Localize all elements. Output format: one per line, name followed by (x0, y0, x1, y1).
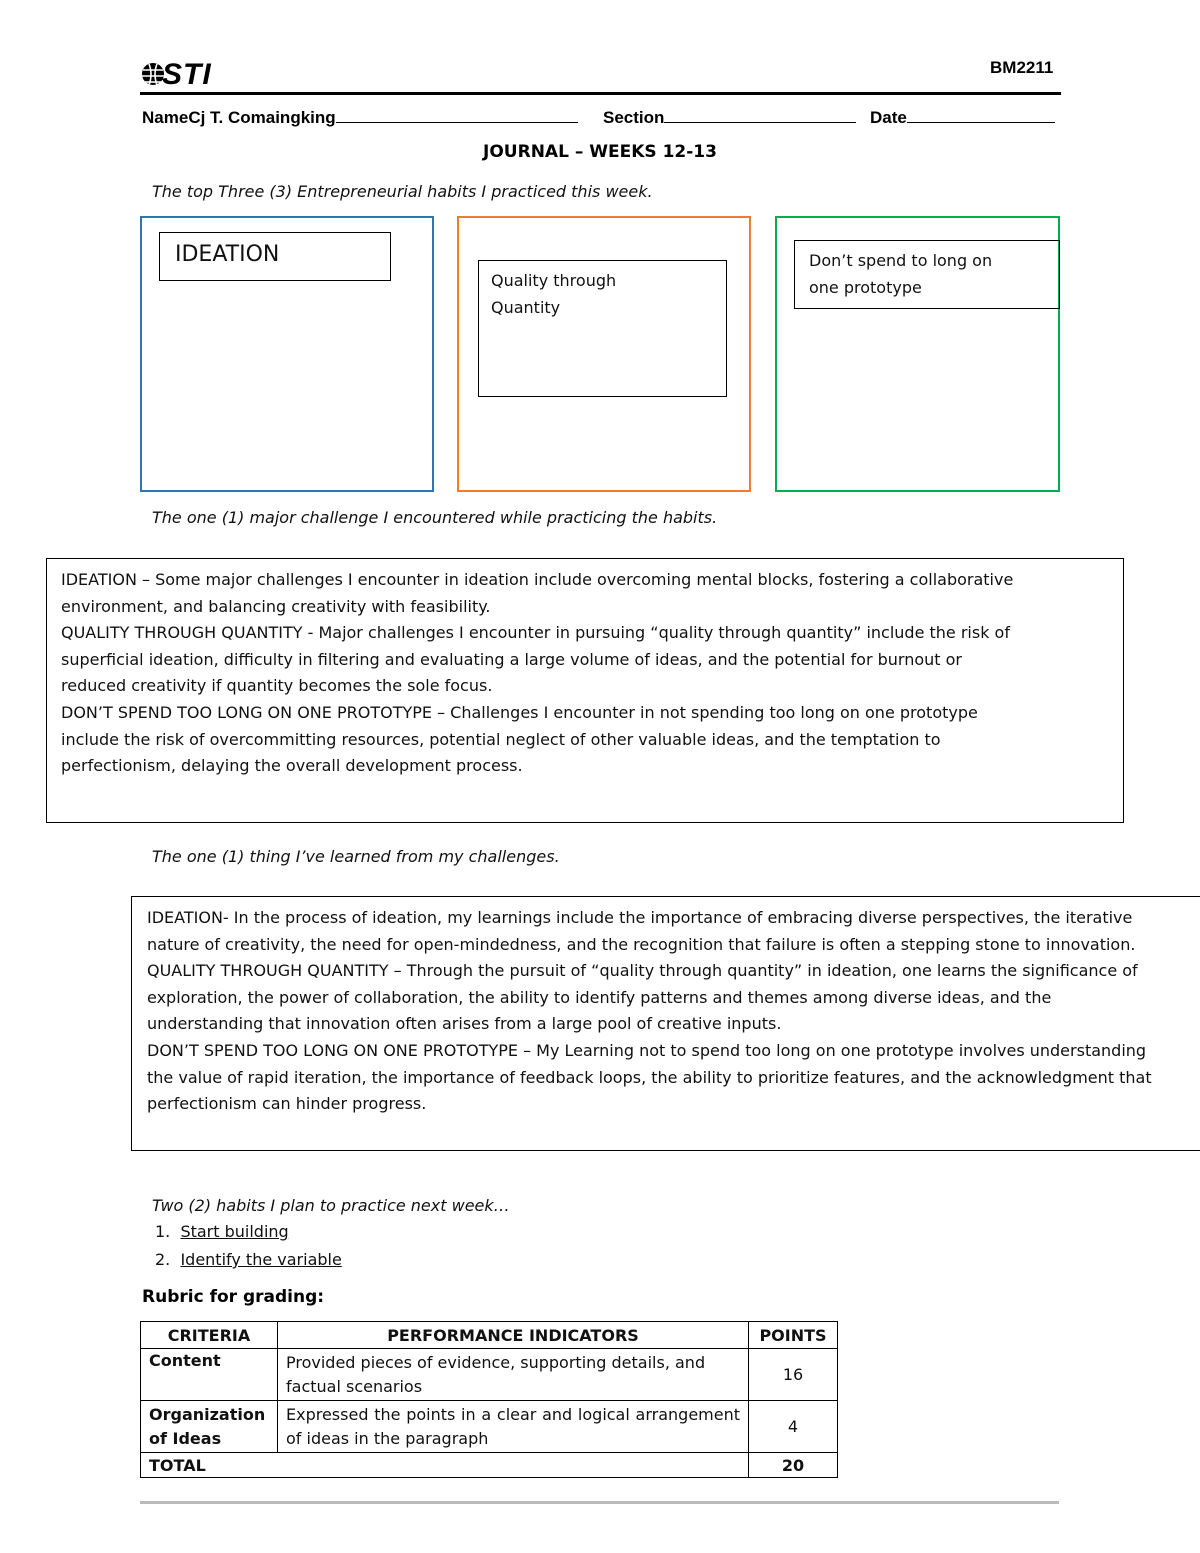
rubric-table (140, 1321, 838, 1478)
learning-line: nature of creativity, the need for open-mindedness, and the recognition that failure is often a stepping stone to innovation. (147, 934, 1136, 954)
learning-line: DON’T SPEND TOO LONG ON ONE PROTOTYPE – My Learning not to spend too long on one prototype involves understanding (147, 1040, 1147, 1060)
plan-prompt: Two (2) habits I plan to practice next week… (152, 1196, 510, 1215)
table-row (141, 1349, 838, 1401)
learning-line: IDEATION- In the process of ideation, my learnings include the importance of embracing diverse perspectives, the iterative (147, 908, 1133, 927)
challenge-line: QUALITY THROUGH QUANTITY - Major challenges I encounter in pursuing “quality through quantity” include the risk of (61, 623, 1010, 643)
date-row (870, 104, 1055, 128)
learning-prompt: The one (1) thing I’ve learned from my challenges. (152, 847, 560, 866)
challenge-line: DON’T SPEND TOO LONG ON ONE PROTOTYPE – Challenges I encounter in not spending too long on one prototype (61, 702, 978, 722)
plan-item-2-text: Identify the variable (180, 1250, 342, 1269)
course-code: BM2211 (990, 58, 1054, 77)
header-rule (140, 92, 1061, 95)
section-label: Section (603, 108, 665, 127)
learning-box[interactable] (131, 896, 1200, 1151)
rubric-header-points: POINTS (749, 1322, 838, 1349)
rubric-criteria: Organization of Ideas (141, 1401, 278, 1453)
challenge-line: superficial ideation, difficulty in filtering and evaluating a large volume of ideas, and the potential for burnout or (61, 649, 962, 669)
challenge-line: environment, and balancing creativity with feasibility. (61, 596, 491, 616)
challenge-line: IDEATION – Some major challenges I encounter in ideation include overcoming mental blocks, fostering a collaborative (61, 570, 1014, 589)
challenge-line: reduced creativity if quantity becomes the sole focus. (61, 676, 493, 696)
table-row (141, 1401, 838, 1453)
learning-line: perfectionism can hinder progress. (147, 1094, 427, 1114)
plan-item-2[interactable]: 2. Identify the variable (155, 1250, 342, 1269)
name-value[interactable]: Cj T. Comaingking (188, 108, 336, 127)
learning-line: QUALITY THROUGH QUANTITY – Through the pursuit of “quality through quantity” in ideation, one learns the significance of (147, 961, 1138, 981)
section-field[interactable] (664, 104, 856, 123)
habit-label-3[interactable]: Don’t spend to long on one prototype (794, 240, 1060, 309)
plan-item-1[interactable]: 1. Start building (155, 1222, 289, 1241)
habit-label-1[interactable]: IDEATION (159, 232, 391, 281)
date-label: Date (870, 108, 907, 127)
learning-line: the value of rapid iteration, the importance of feedback loops, the ability to prioritize features, and the acknowledgment that (147, 1067, 1152, 1087)
rubric-header-row (141, 1322, 838, 1349)
footer-rule (140, 1501, 1059, 1504)
challenge-prompt: The one (1) major challenge I encountered while practicing the habits. (152, 508, 718, 527)
rubric-total-points: 20 (749, 1453, 838, 1478)
rubric-total-row (141, 1453, 838, 1478)
name-row (142, 104, 578, 128)
habits-prompt: The top Three (3) Entrepreneurial habits I practiced this week. (152, 182, 653, 201)
rubric-title: Rubric for grading: (142, 1287, 325, 1307)
learning-line: exploration, the power of collaboration, the ability to identify patterns and themes among diverse ideas, and the (147, 987, 1052, 1007)
rubric-total-label: TOTAL (141, 1453, 749, 1478)
rubric-header-criteria: CRITERIA (141, 1322, 278, 1349)
challenge-line: include the risk of overcommitting resources, potential neglect of other valuable ideas, and the temptation to (61, 729, 941, 749)
rubric-points: 4 (749, 1401, 838, 1453)
challenge-box[interactable] (46, 558, 1124, 823)
rubric-indicator: Expressed the points in a clear and logical arrangement of ideas in the paragraph (278, 1401, 749, 1453)
page-title: JOURNAL – WEEKS 12-13 (483, 142, 717, 162)
challenge-line: perfectionism, delaying the overall development process. (61, 756, 523, 776)
date-field[interactable] (907, 104, 1055, 123)
plan-item-1-text: Start building (180, 1222, 289, 1241)
name-label: Name (142, 108, 189, 127)
rubric-indicator: Provided pieces of evidence, supporting details, and factual scenarios (278, 1349, 749, 1401)
rubric-criteria: Content (141, 1349, 278, 1401)
habit-label-2[interactable]: Quality through Quantity (478, 260, 727, 397)
learning-line: understanding that innovation often arises from a large pool of creative inputs. (147, 1014, 782, 1034)
sti-logo-text: STI (162, 58, 212, 91)
section-row (603, 104, 856, 128)
rubric-header-indicators: PERFORMANCE INDICATORS (278, 1322, 749, 1349)
rubric-points: 16 (749, 1349, 838, 1401)
